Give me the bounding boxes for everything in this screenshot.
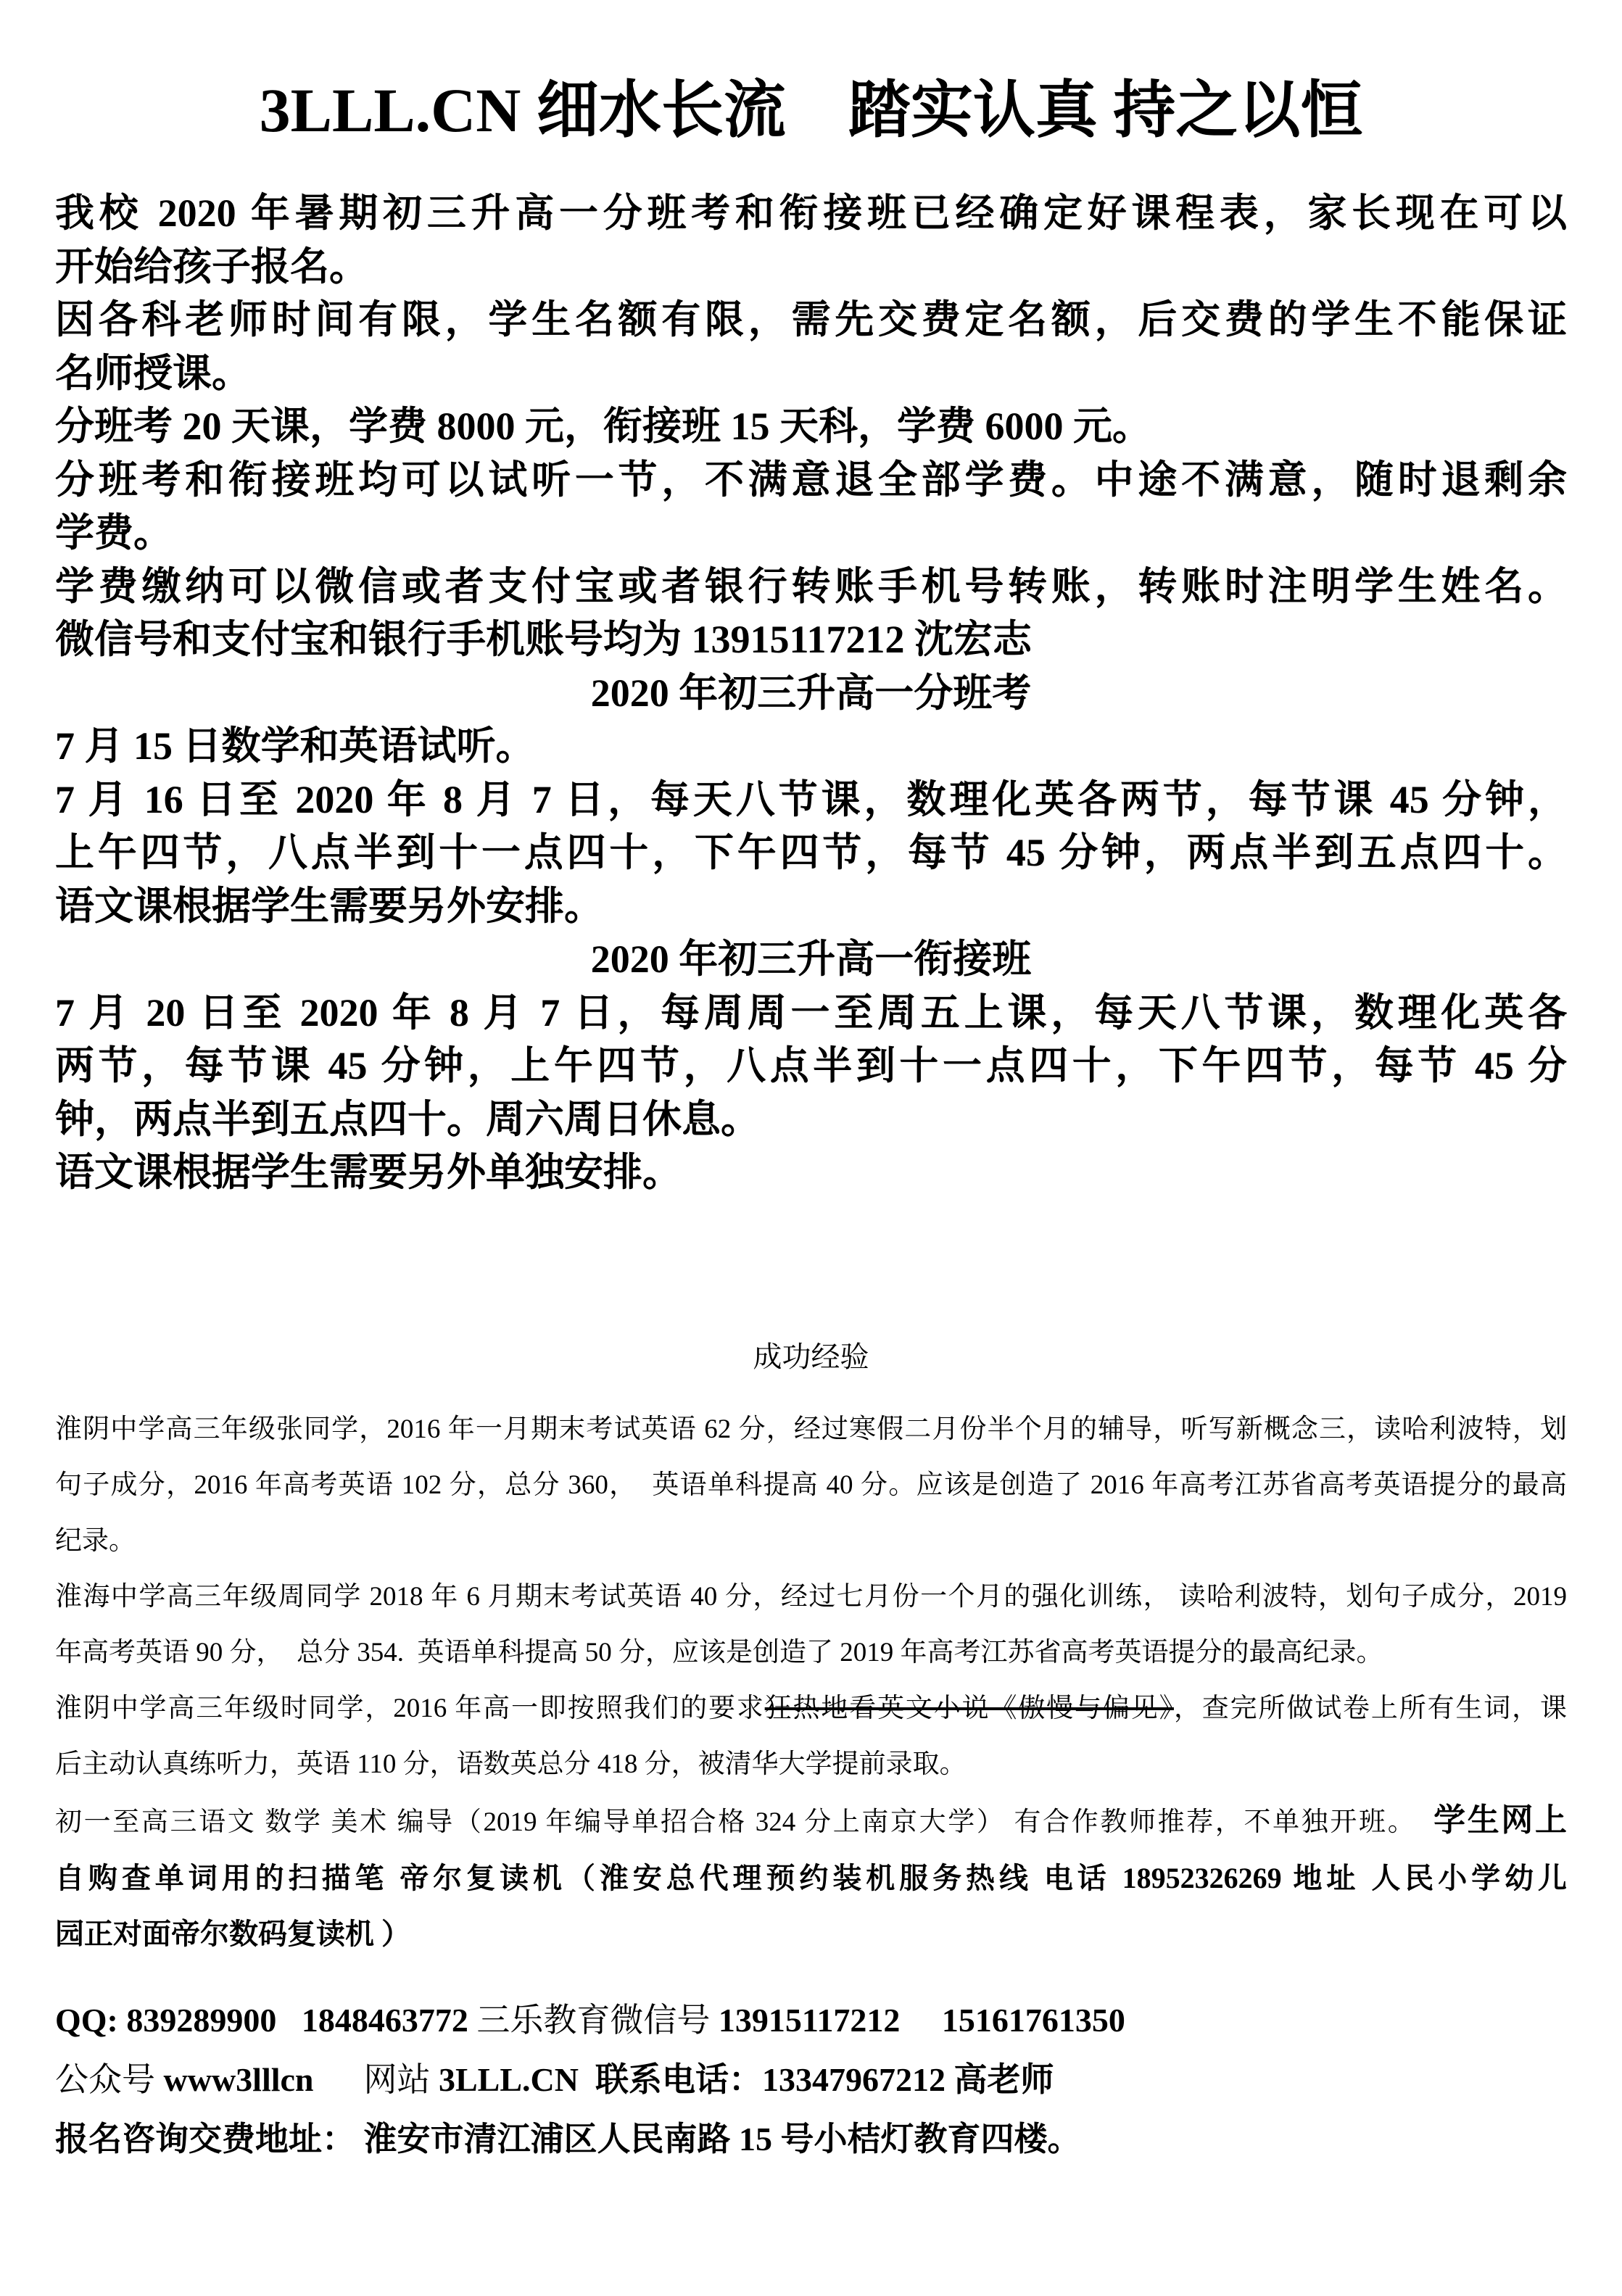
bridge-schedule-line [55, 1093, 1567, 1147]
text-segment: 学生网上 [1433, 1802, 1568, 1838]
text-segment: 成功经验 [753, 1340, 869, 1373]
text-segment: 名师授课。 [55, 351, 251, 395]
page-title: 3LLL.CN 细水长流 踏实认真 持之以恒 [259, 75, 1363, 145]
text-segment: 语文课根据学生需要另外安排。 [55, 884, 603, 928]
payment-line [55, 560, 1567, 614]
text-segment: 微信号和支付宝和银行手机账号均为 13915117212 沈宏志 [55, 618, 1033, 661]
tuition-line [55, 400, 1567, 454]
qq-wechat-line [55, 1991, 1567, 2050]
payment-account-line [55, 613, 1567, 667]
text-segment: 2020 年初三升高一分班考 [590, 671, 1032, 715]
intro-line [55, 241, 1567, 294]
strikethrough-text: 狂热地看英文小说《傲慢与偏见》 [764, 1693, 1174, 1723]
text-segment: 园正对面帝尔数码复读机 ） [55, 1917, 410, 1950]
success-story-2 [55, 1569, 1567, 1625]
content [55, 187, 1567, 2169]
refund-line [55, 454, 1567, 507]
text-segment: 钟，两点半到五点四十。周六周日休息。 [55, 1097, 760, 1141]
section-heading-placement-exam [55, 667, 1567, 721]
text-segment: 分班考和衔接班均可以试听一节，不满意退全部学费。中途不满意，随时退剩余 [55, 457, 1567, 502]
text-segment: 淮阴中学高三年级时同学，2016 年高一即按照我们的要求 [55, 1693, 765, 1723]
text-segment: 3LLL.CN [439, 2060, 579, 2098]
placement-chinese-line [55, 880, 1567, 934]
text-segment: 上午四节，八点半到十一点四十，下午四节，每节 45 分钟，两点半到五点四十。 [55, 831, 1567, 874]
trial-date-line [55, 720, 1567, 774]
quota-line [55, 294, 1567, 347]
text-segment: 学费缴纳可以微信或者支付宝或者银行转账手机号转账，转账时注明学生姓名。 [55, 564, 1567, 608]
text-segment: 13915117212 15161761350 [718, 2001, 1125, 2039]
text-segment: 开始给孩子报名。 [55, 244, 368, 289]
bridge-chinese-line [55, 1146, 1567, 1200]
text-segment: 2020 年初三升高一衔接班 [590, 937, 1032, 981]
text-segment: 我校 2020 年暑期初三升高一分班考和衔接班已经确定好课程表，家长现在可以 [55, 191, 1567, 235]
text-segment: 淮阴中学高三年级张同学，2016 年一月期末考试英语 62 分，经过寒假二月份半个月的辅导，听写新概念三，读哈利波特，划 [55, 1414, 1567, 1444]
text-segment: 初一至高三语文 数学 美术 编导（2019 年编导单招合格 324 分上南京大学） 有合作教师推荐，不单独开班。 [55, 1807, 1434, 1837]
text-segment: 三乐教育微信号 [476, 2001, 719, 2039]
success-story-3 [55, 1736, 1567, 1792]
bridge-schedule-line [55, 987, 1567, 1040]
text-segment: 学费。 [55, 511, 173, 555]
text-segment: www3lllcn [163, 2060, 314, 2098]
bridge-schedule-line [55, 1040, 1567, 1093]
text-segment: 句子成分，2016 年高考英语 102 分，总分 360， 英语单科提高 40 分。应该是创造了 2016 年高考江苏省高考英语提分的最高 [55, 1470, 1567, 1500]
text-segment: 因各科老师时间有限，学生名额有限，需先交费定名额，后交费的学生不能保证 [55, 298, 1567, 341]
success-story-2 [55, 1625, 1567, 1680]
text-segment: 7 月 15 日数学和英语试听。 [55, 724, 535, 768]
placement-schedule-line [55, 826, 1567, 880]
quota-line [55, 347, 1567, 401]
website-phone-line [55, 2050, 1567, 2110]
success-story-1 [55, 1401, 1567, 1457]
intro-line [55, 187, 1567, 241]
text-segment: 两节，每节课 45 分钟，上午四节，八点半到十一点四十，下午四节，每节 45 分 [55, 1044, 1567, 1087]
text-segment: 报名咨询交费地址： 淮安市清江浦区人民南路 15 号小桔灯教育四楼。 [55, 2120, 1081, 2158]
text-segment: ，查完所做试卷上所有生词，课 [1173, 1693, 1567, 1723]
placement-schedule-line [55, 774, 1567, 827]
other-subjects-line [55, 1792, 1567, 1850]
text-segment: 联系电话：13347967212 高老师 [595, 2060, 1054, 2098]
text-segment: 淮海中学高三年级周同学 2018 年 6 月期末考试英语 40 分，经过七月份一个月的强化训练， 读哈利波特，划句子成分，2019 [55, 1581, 1567, 1612]
text-segment: 语文课根据学生需要另外单独安排。 [55, 1151, 682, 1194]
text-segment: 7 月 20 日至 2020 年 8 月 7 日，每周周一至周五上课，每天八节课，数理化英各 [55, 990, 1567, 1035]
text-segment: 自购查单词用的扫描笔 帝尔复读机（淮安总代理预约装机服务热线 电话 18952326269 地址 人民小学幼儿 [55, 1861, 1567, 1894]
success-heading [55, 1335, 1567, 1380]
text-segment: 7 月 16 日至 2020 年 8 月 7 日，每天八节课，数理化英各两节，每节课 45 分钟， [55, 777, 1567, 821]
success-story-1 [55, 1513, 1567, 1569]
address-line [55, 2110, 1567, 2169]
text-segment: 分班考 20 天课，学费 8000 元，衔接班 15 天科，学费 6000 元。 [55, 405, 1151, 448]
refund-line [55, 507, 1567, 560]
success-story-1 [55, 1457, 1567, 1513]
text-segment [579, 2061, 595, 2098]
success-story-3 [55, 1680, 1567, 1736]
scanner-pen-line [55, 1850, 1567, 1906]
text-segment: 公众号 [55, 2060, 164, 2098]
section-heading-bridge-class [55, 933, 1567, 987]
text-segment: 网站 [313, 2060, 439, 2098]
text-segment: 后主动认真练听力，英语 110 分，语数英总分 418 分，被清华大学提前录取。 [55, 1749, 967, 1779]
text-segment: 纪录。 [55, 1525, 136, 1556]
text-segment: QQ: 839289900 1848463772 [55, 2001, 477, 2039]
text-segment: 年高考英语 90 分， 总分 354. 英语单科提高 50 分，应该是创造了 2019 年高考江苏省高考英语提分的最高纪录。 [55, 1637, 1383, 1667]
scanner-pen-line [55, 1906, 1567, 1962]
